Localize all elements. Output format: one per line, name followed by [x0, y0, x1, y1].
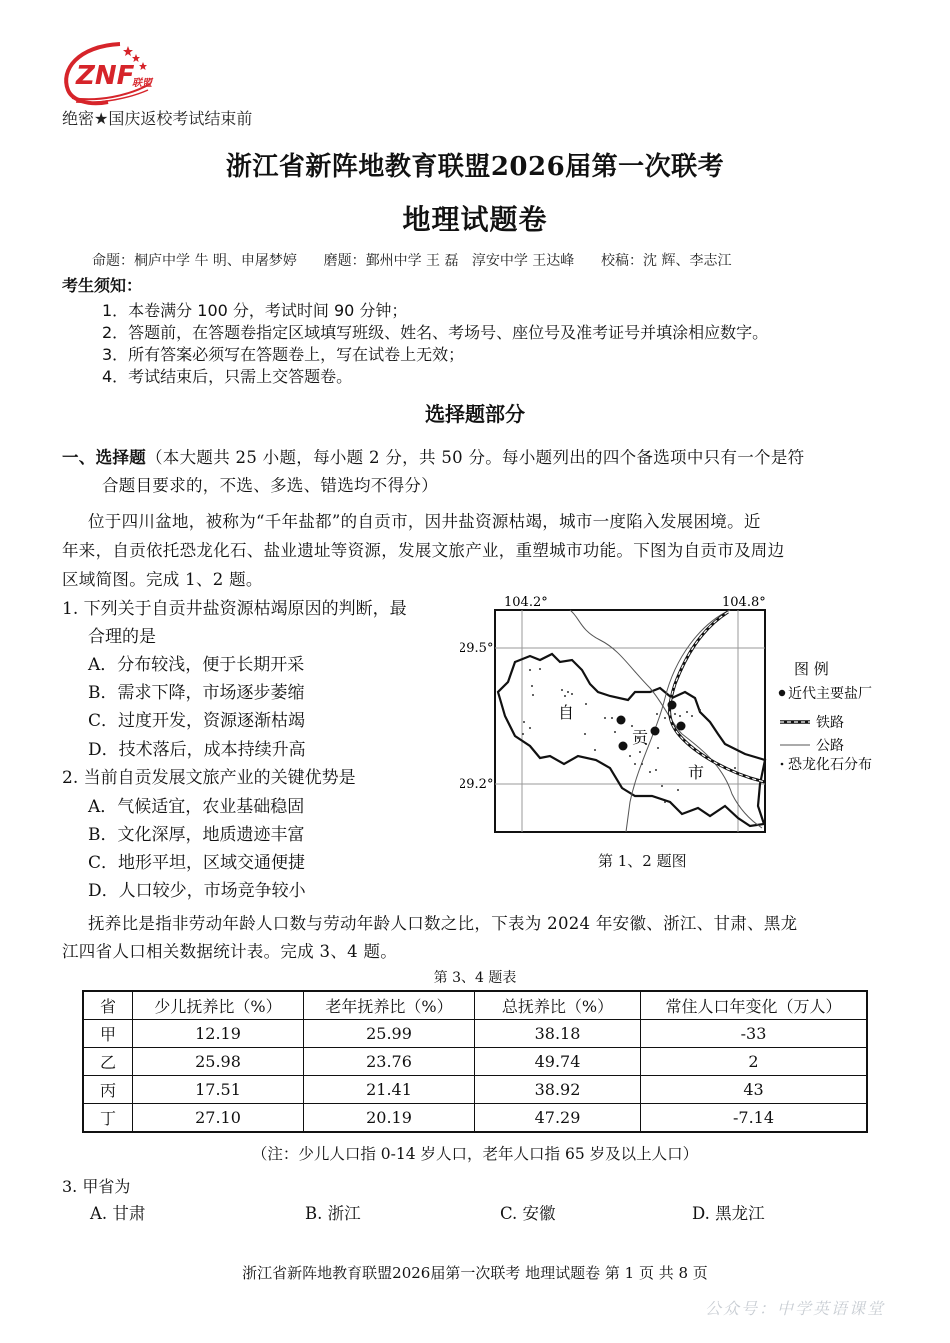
- lat-label-top: 29.5°: [460, 641, 494, 656]
- passage-line: 年来，自贡依托恐龙化石、盐业遗址等资源，发展文旅产业，重塑城市功能。下图为自贡市及周边: [62, 541, 785, 560]
- part-label: 一、选择题: [62, 448, 146, 467]
- question-1-option-d[interactable]: D．技术落后，成本持续升高: [88, 740, 306, 760]
- exam-title: 浙江省新阵地教育联盟2026届第一次联考: [225, 152, 725, 182]
- cell: -7.14: [641, 1104, 868, 1133]
- credits-line: 命题：桐庐中学 牛 明、申屠梦婷 磨题：鄞州中学 王 磊 淳安中学 王达峰 校稿：沈 辉、李志江: [92, 253, 732, 269]
- legend-title: 图 例: [794, 660, 829, 678]
- cell: -33: [641, 1020, 868, 1048]
- question-2-stem: 2. 当前自贡发展文旅产业的关键优势是: [62, 768, 356, 788]
- question-2-option-a[interactable]: A．气候适宜，农业基础稳固: [88, 797, 305, 817]
- cell: 2: [641, 1048, 868, 1076]
- question-3-option-d[interactable]: D. 黑龙江: [692, 1204, 765, 1223]
- question-1-option-c[interactable]: C．过度开发，资源逐渐枯竭: [88, 711, 306, 731]
- question-2-option-b[interactable]: B．文化深厚，地质遗迹丰富: [88, 825, 305, 845]
- cell: 25.99: [304, 1020, 475, 1048]
- city-char-zi: 自: [558, 703, 575, 722]
- legend-salt-factory: 近代主要盐厂: [788, 686, 872, 702]
- cell: 38.92: [475, 1076, 641, 1104]
- city-char-gong: 贡: [632, 728, 649, 747]
- cell: 47.29: [475, 1104, 641, 1133]
- cell: 21.41: [304, 1076, 475, 1104]
- watermark: 公众号：中学英语课堂: [705, 1299, 886, 1318]
- lon-label-right: 104.8°: [722, 595, 766, 610]
- header-total-ratio: 总抚养比（%）: [475, 991, 641, 1020]
- legend-road: 公路: [816, 738, 844, 754]
- znf-logo: [58, 40, 168, 110]
- question-3-option-c[interactable]: C. 安徽: [500, 1204, 556, 1223]
- figure-caption: 第 1、2 题图: [598, 852, 687, 870]
- table-header-row: [83, 991, 867, 1020]
- notice-item: 4．考试结束后，只需上交答题卷。: [102, 367, 353, 386]
- cell: 17.51: [133, 1076, 304, 1104]
- population-table: [82, 990, 868, 1133]
- passage-line: 位于四川盆地，被称为“千年盐都”的自贡市，因井盐资源枯竭，城市一度陷入发展困境。近: [88, 512, 761, 531]
- header-population-change: 常住人口年变化（万人）: [641, 991, 868, 1020]
- cell-province: 乙: [83, 1048, 133, 1076]
- cell-province: 丙: [83, 1076, 133, 1104]
- legend-fossil: 恐龙化石分布: [788, 757, 872, 773]
- table-note: （注：少儿人口指 0-14 岁人口，老年人口指 65 岁及以上人口）: [251, 1145, 699, 1163]
- page-footer: 浙江省新阵地教育联盟2026届第一次联考 地理试题卷 第 1 页 共 8 页: [242, 1264, 708, 1282]
- lat-label-bottom: 29.2°: [460, 777, 494, 792]
- question-3-option-b[interactable]: B. 浙江: [305, 1204, 361, 1223]
- cell: 27.10: [133, 1104, 304, 1133]
- question-3-stem: 3. 甲省为: [62, 1177, 131, 1196]
- question-2-option-d[interactable]: D．人口较少，市场竞争较小: [88, 881, 306, 901]
- table-row: [83, 1048, 867, 1076]
- question-1-option-b[interactable]: B．需求下降，市场逐步萎缩: [88, 683, 305, 703]
- question-1-stem: 1. 下列关于自贡井盐资源枯竭原因的判断，最: [62, 599, 407, 619]
- exam-subtitle: 地理试题卷: [402, 203, 548, 236]
- part-description: （本大题共 25 小题，每小题 2 分，共 50 分。每小题列出的四个备选项中只有一个是符: [146, 448, 805, 467]
- zigong-map: [460, 588, 900, 838]
- svg-text:联盟: 联盟: [132, 78, 152, 89]
- confidential-mark: 绝密★国庆返校考试结束前: [62, 109, 253, 128]
- question-1-stem-cont: 合理的是: [88, 627, 156, 647]
- table-row: [83, 1020, 867, 1048]
- notice-item: 3．所有答案必须写在答题卷上，写在试卷上无效；: [102, 345, 465, 364]
- passage-line: 抚养比是指非劳动年龄人口数与劳动年龄人口数之比，下表为 2024 年安徽、浙江、甘肃、黑龙: [88, 914, 798, 933]
- notice-title: 考生须知：: [62, 276, 143, 295]
- cell: 23.76: [304, 1048, 475, 1076]
- svg-text:ZNF: ZNF: [76, 61, 135, 91]
- header-child-ratio: 少儿抚养比（%）: [133, 991, 304, 1020]
- header-province: 省: [83, 991, 133, 1020]
- city-char-shi: 市: [688, 763, 705, 782]
- legend-railway: 铁路: [816, 715, 844, 731]
- table-caption: 第 3、4 题表: [433, 970, 517, 986]
- part-heading: [62, 444, 804, 468]
- cell: 25.98: [133, 1048, 304, 1076]
- cell: 20.19: [304, 1104, 475, 1133]
- notice-item: 1．本卷满分 100 分，考试时间 90 分钟；: [102, 301, 408, 320]
- question-3-option-a[interactable]: A. 甘肃: [90, 1204, 146, 1223]
- notice-item: 2．答题前，在答题卷指定区域填写班级、姓名、考场号、座位号及准考证号并填涂相应数字。: [102, 323, 769, 342]
- cell-province: 丁: [83, 1104, 133, 1133]
- header-elderly-ratio: 老年抚养比（%）: [304, 991, 475, 1020]
- part-description-cont: 合题目要求的，不选、多选、错选均不得分）: [102, 476, 438, 495]
- table-row: [83, 1076, 867, 1104]
- cell: 49.74: [475, 1048, 641, 1076]
- lon-label-left: 104.2°: [504, 595, 548, 610]
- cell-province: 甲: [83, 1020, 133, 1048]
- cell: 12.19: [133, 1020, 304, 1048]
- passage-line: 江四省人口相关数据统计表。完成 3、4 题。: [62, 942, 398, 961]
- question-1-option-a[interactable]: A．分布较浅，便于长期开采: [88, 655, 305, 675]
- passage-line: 区域简图。完成 1、2 题。: [62, 570, 263, 589]
- section-title: 选择题部分: [425, 402, 525, 426]
- cell: 38.18: [475, 1020, 641, 1048]
- table-row: [83, 1104, 867, 1133]
- question-2-option-c[interactable]: C．地形平坦，区域交通便捷: [88, 853, 306, 873]
- cell: 43: [641, 1076, 868, 1104]
